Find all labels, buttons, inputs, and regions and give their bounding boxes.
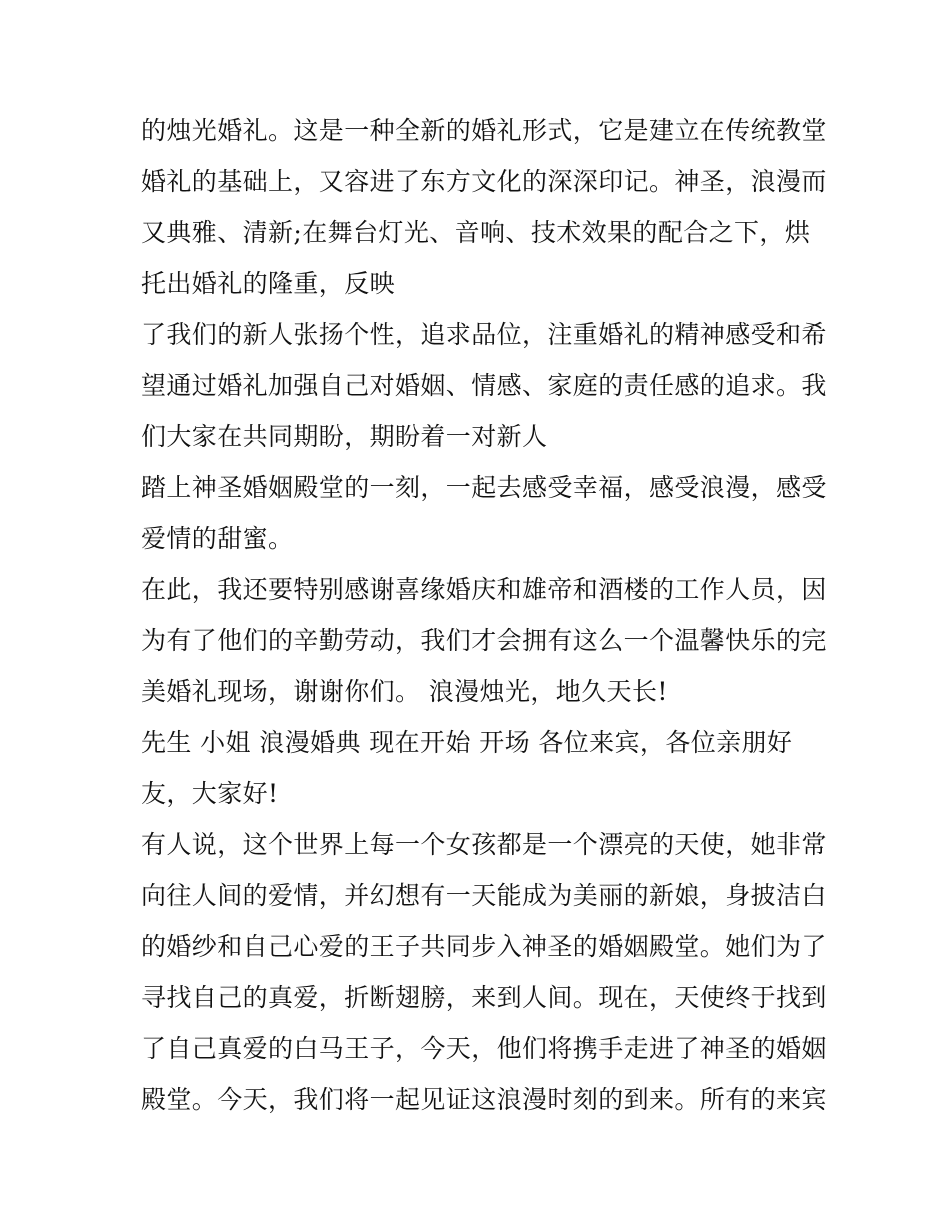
- text-line: 殿堂。今天，我们将一起见证这浪漫时刻的到来。所有的来宾: [141, 1085, 827, 1114]
- text-line: 的婚纱和自己心爱的王子共同步入神圣的婚姻殿堂。她们为了: [141, 932, 827, 961]
- text-line: 的烛光婚礼。这是一种全新的婚礼形式，它是建立在传统教堂: [141, 116, 827, 145]
- text-line: 们大家在共同期盼，期盼着一对新人: [141, 422, 548, 451]
- text-line: 托出婚礼的隆重，反映: [141, 269, 396, 298]
- text-line: 又典雅、清新;在舞台灯光、音响、技术效果的配合之下，烘: [141, 218, 811, 247]
- text-line: 踏上神圣婚姻殿堂的一刻，一起去感受幸福，感受浪漫，感受: [141, 473, 827, 502]
- text-line: 爱情的甜蜜。: [141, 524, 294, 553]
- text-line: 向往人间的爱情，并幻想有一天能成为美丽的新娘，身披洁白: [141, 881, 827, 910]
- text-line: 友，大家好!: [141, 779, 279, 808]
- text-line: 在此，我还要特别感谢喜缘婚庆和雄帝和酒楼的工作人员，因: [141, 575, 827, 604]
- document-body: [141, 108, 831, 1128]
- text-line: 有人说，这个世界上每一个女孩都是一个漂亮的天使，她非常: [141, 830, 827, 859]
- text-line: 美婚礼现场，谢谢你们。 浪漫烛光，地久天长!: [141, 677, 668, 706]
- text-line: 了自己真爱的白马王子，今天，他们将携手走进了神圣的婚姻: [141, 1034, 827, 1063]
- text-line: 先生 小姐 浪漫婚典 现在开始 开场 各位来宾，各位亲朋好: [141, 728, 793, 757]
- text-line: 婚礼的基础上，又容进了东方文化的深深印记。神圣，浪漫而: [141, 167, 827, 196]
- text-line: 了我们的新人张扬个性，追求品位，注重婚礼的精神感受和希: [141, 320, 827, 349]
- text-line: 望通过婚礼加强自己对婚姻、情感、家庭的责任感的追求。我: [141, 371, 827, 400]
- text-line: 为有了他们的辛勤劳动，我们才会拥有这么一个温馨快乐的完: [141, 626, 827, 655]
- text-line: 寻找自己的真爱，折断翅膀，来到人间。现在，天使终于找到: [141, 983, 827, 1012]
